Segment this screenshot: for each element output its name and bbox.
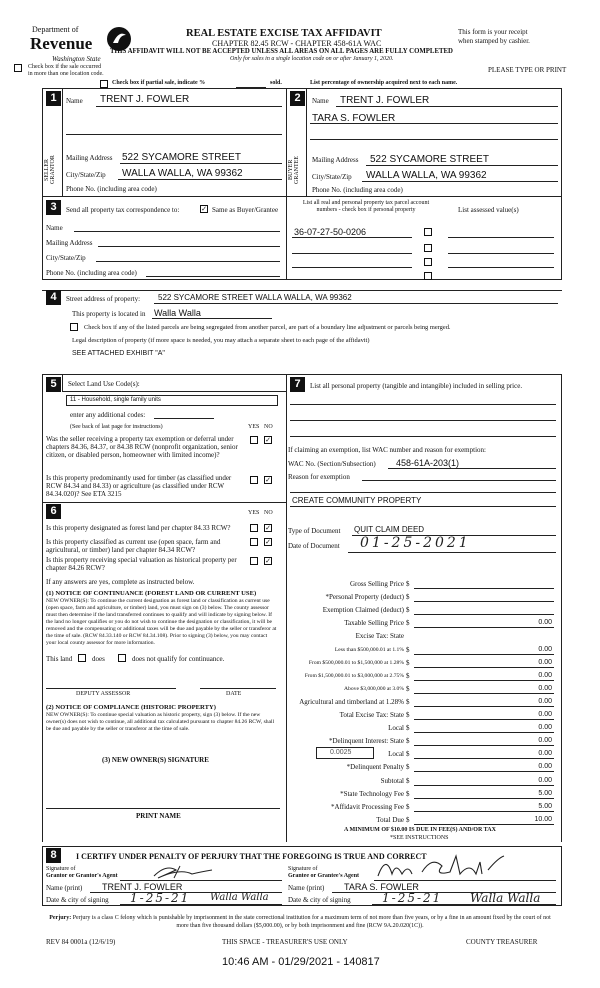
dept-line1: Department of — [32, 25, 79, 34]
dollar-sign: $ — [406, 802, 410, 811]
calc-row-label: Excise Tax: State — [355, 632, 404, 641]
buyer-name2[interactable]: TARA S. FOWLER — [312, 113, 396, 124]
section-7-number: 7 — [290, 377, 305, 392]
buyer-mailing[interactable]: 522 SYCAMORE STREET — [370, 154, 489, 165]
partial-sale-label: Check box if partial sale, indicate % — [112, 80, 206, 86]
grantor-date-label: Date & city of signing — [46, 896, 109, 904]
dollar-sign: $ — [406, 697, 410, 706]
form-use-note: Only for sales in a single location code on or after January 1, 2020. — [230, 56, 394, 62]
calc-row-label: Gross Selling Price — [349, 580, 404, 588]
grantor-sig-label2: Grantor or Grantor's Agent — [46, 873, 118, 879]
print-name-label: PRINT NAME — [136, 812, 181, 820]
calc-row-label: Total Excise Tax: State — [339, 711, 404, 719]
grantor-sig-label1: Signature of — [46, 866, 76, 872]
legal-description[interactable]: SEE ATTACHED EXHIBIT "A" — [72, 350, 165, 357]
deputy-assessor-label: DEPUTY ASSESSOR — [76, 691, 131, 697]
send-correspondence-label: Send all property tax correspondence to: — [66, 206, 180, 214]
dor-logo — [30, 22, 140, 70]
segregated-label: Check box if any of the listed parcels are being segregated from another parcel, are part of a boundary line adjustment or parcels being merged. — [84, 324, 451, 331]
exemption-reason[interactable]: CREATE COMMUNITY PROPERTY — [292, 496, 422, 505]
street-address[interactable]: 522 SYCAMORE STREET WALLA WALLA, WA 99362 — [158, 293, 352, 302]
form-warning: THIS AFFIDAVIT WILL NOT BE ACCEPTED UNLESS ALL AREAS ON ALL PAGES ARE FULLY COMPLETED — [110, 48, 453, 55]
seller-phone-label: Phone No. (including area code) — [66, 185, 157, 193]
grantor-city[interactable]: Walla Walla — [210, 892, 269, 903]
parcel-personal-checkbox-1[interactable] — [424, 228, 432, 236]
seller-name[interactable]: TRENT J. FOWLER — [100, 94, 190, 105]
calc-row-value[interactable]: 0.00 — [538, 724, 552, 732]
calc-row-label: *Affidavit Processing Fee — [331, 802, 404, 811]
receipt-note1: This form is your receipt — [458, 28, 528, 36]
personal-property-label: List all personal property (tangible and intangible) included in selling price. — [310, 382, 523, 390]
grantor-date[interactable]: 1-25-21 — [130, 891, 191, 905]
legal-description-label: Legal description of property (if more space is needed, you may attach a separate sheet to each page of the affidavit) — [72, 337, 370, 344]
dollar-sign: $ — [406, 593, 410, 602]
minimum-due-note: A MINIMUM OF $10.00 IS DUE IN FEE(S) AND/OR TAX — [344, 827, 496, 833]
calc-row-value[interactable]: 0.00 — [538, 763, 552, 771]
calc-row-value[interactable]: 0.00 — [538, 697, 552, 705]
same-as-buyer-label: Same as Buyer/Grantee — [212, 206, 279, 214]
treasurer-stamp: 10:46 AM - 01/29/2021 - 140817 — [222, 956, 380, 968]
receipt-note2: when stamped by cashier. — [458, 37, 530, 45]
section-3-number: 3 — [46, 200, 61, 215]
seller-mailing[interactable]: 522 SYCAMORE STREET — [122, 152, 241, 163]
street-address-label: Street address of property: — [66, 295, 141, 303]
sec5-yes: YES — [248, 424, 260, 430]
multi-location-label2: in more than one location code. — [28, 71, 104, 77]
calc-row-label: Above $3,000,000 at 3.0% — [344, 685, 404, 692]
dollar-sign: $ — [406, 789, 410, 798]
form-revision: REV 84 0001a (12/6/19) — [46, 938, 116, 946]
located-label: This property is located in — [72, 310, 146, 318]
buyer-name-label: Name — [312, 97, 329, 105]
parcel-header: List all real and personal property tax parcel account numbers - check box if personal property — [302, 200, 430, 213]
dollar-sign: $ — [406, 815, 410, 824]
perjury-statement — [46, 914, 554, 930]
calc-row-value[interactable]: 0.00 — [538, 658, 552, 666]
calc-row-value[interactable]: 0.00 — [538, 737, 552, 745]
calc-row-label: *Personal Property (deduct) — [325, 593, 404, 602]
dollar-sign: $ — [406, 724, 410, 733]
sec3-phone-label: Phone No. (including area code) — [46, 269, 137, 277]
calc-row-label: Local — [388, 724, 404, 733]
grantee-sig-label2: Grantee or Grantee's Agent — [288, 873, 360, 879]
sec6-no: NO — [264, 510, 273, 516]
reason-label: Reason for exemption — [288, 473, 350, 481]
sec5-no: NO — [264, 424, 273, 430]
parcel-personal-checkbox-2[interactable] — [424, 244, 432, 252]
grantor-signature[interactable] — [150, 860, 220, 882]
calc-row-value[interactable]: 0.00 — [538, 750, 552, 758]
section-5-number: 5 — [46, 377, 61, 392]
county-treasurer-label: COUNTY TREASURER — [466, 938, 538, 946]
calc-row-value[interactable]: 0.00 — [538, 776, 552, 784]
parcel-number[interactable]: 36-07-27-50-0206 — [294, 227, 367, 237]
calc-row-label: Agricultural and timberland at 1.28% — [299, 697, 404, 706]
calc-row-value[interactable]: 0.00 — [538, 671, 552, 679]
buyer-city-label: City/State/Zip — [312, 173, 352, 181]
additional-codes-label: enter any additional codes: — [70, 411, 146, 419]
sec5-q1: Was the seller receiving a property tax exemption or deferral under chapters 84.36, 84.37, or 84.38 RCW (nonprofit organization, senior citizen, or disabled person, homeowner with limited income)? — [46, 435, 238, 459]
sec6-q2: Is this property classified as current use (open space, farm and agricultural, or timber) land per chapter 84.34 RCW? — [46, 538, 221, 554]
grantee-date[interactable]: 1-25-21 — [382, 891, 443, 905]
land-use-label: Select Land Use Code(s): — [68, 380, 140, 388]
notice1-title: (1) NOTICE OF CONTINUANCE (FOREST LAND OR CURRENT USE) — [46, 590, 257, 597]
sec6-q3-yes[interactable] — [250, 557, 258, 565]
calc-row-value[interactable]: 0.00 — [538, 619, 552, 627]
calc-row-label: Taxable Selling Price — [344, 619, 404, 628]
seller-city-label: City/State/Zip — [66, 171, 106, 179]
notice2-title: (2) NOTICE OF COMPLIANCE (HISTORIC PROPERTY) — [46, 704, 216, 711]
perjury-text: Perjury is a class C felony which is punishable by imprisonment in the state correctional institution for a maximum term of not more than five years, or by a fine in an amount fixed by the court of not more than five thousand dollars ($5,000.00), or by both imprisonment and fine (RCW 9A.20.020(1C)). — [72, 915, 551, 929]
seller-mailing-label: Mailing Address — [66, 154, 113, 162]
calc-row-value[interactable]: 0.00 — [538, 645, 552, 653]
seller-city[interactable]: WALLA WALLA, WA 99362 — [122, 168, 243, 179]
sec6-q2-no[interactable]: ✓ — [265, 538, 271, 546]
buyer-phone-label: Phone No. (including area code) — [312, 186, 403, 194]
buyer-city[interactable]: WALLA WALLA, WA 99362 — [366, 170, 487, 181]
sec5-q2: Is this property predominantly used for timber (as classified under RCW 84.34 and 84.33) or agriculture (as classified under RCW 84.34.020)? See ETA 3215 — [46, 474, 232, 498]
section-1-number: 1 — [46, 91, 61, 106]
date-label: DATE — [226, 691, 242, 697]
land-use-value: 11 - Household, single family units — [70, 397, 161, 403]
exemption-label: If claiming an exemption, list WAC number and reason for exemption: — [288, 446, 486, 454]
section-4-number: 4 — [46, 290, 61, 305]
dollar-sign: $ — [406, 737, 410, 746]
sec6-q3: Is this property receiving special valuation as historical property per chapter 84.26 RCW? — [46, 556, 237, 572]
ownership-note: List percentage of ownership acquired next to each name. — [310, 80, 458, 86]
calc-row-label: *Delinquent Penalty — [346, 763, 404, 772]
calc-row-label: Exemption Claimed (deduct) — [322, 606, 404, 615]
sec6-q3-no[interactable]: ✓ — [265, 557, 271, 565]
land-does-label: does — [92, 655, 105, 663]
dollar-sign: $ — [406, 645, 410, 654]
calc-row-value[interactable]: 0.00 — [538, 684, 552, 692]
local-rate[interactable]: 0.0025 — [330, 749, 352, 756]
grantee-signature[interactable] — [372, 852, 522, 882]
dollar-sign: $ — [406, 619, 410, 628]
certify-statement: I CERTIFY UNDER PENALTY OF PERJURY THAT THE FOREGOING IS TRUE AND CORRECT — [76, 852, 427, 861]
section-8-number: 8 — [46, 848, 61, 863]
section-6-number: 6 — [46, 504, 61, 519]
land-does-not-label: does not qualify for continuance. — [132, 655, 225, 663]
land-does-not-checkbox[interactable] — [118, 654, 126, 662]
partial-sale-sold: sold. — [270, 80, 282, 86]
sec5-q2-no[interactable]: ✓ — [265, 476, 271, 484]
dollar-sign: $ — [406, 606, 410, 615]
new-owner-signature-label: (3) NEW OWNER(S) SIGNATURE — [102, 756, 209, 764]
this-land-label: This land — [46, 655, 73, 663]
calc-row-label: Total Due — [376, 815, 404, 824]
calc-row-label: Local — [388, 750, 404, 759]
grantee-name[interactable]: TARA S. FOWLER — [344, 882, 419, 892]
print-note: PLEASE TYPE OR PRINT — [488, 66, 567, 74]
land-does-checkbox[interactable] — [78, 654, 86, 662]
dollar-sign: $ — [406, 580, 410, 588]
treasurer-space-label: THIS SPACE - TREASURER'S USE ONLY — [222, 938, 348, 946]
multi-location-label1: Check box if the sale occurred — [28, 64, 102, 70]
dollar-sign: $ — [406, 763, 410, 772]
calc-row-value[interactable]: 5.00 — [538, 802, 552, 810]
calc-row-label: *State Technology Fee — [340, 789, 404, 798]
section-2-number: 2 — [290, 91, 305, 106]
sec3-city-label: City/State/Zip — [46, 254, 86, 262]
dollar-sign: $ — [406, 750, 410, 759]
buyer-mailing-label: Mailing Address — [312, 156, 359, 164]
form-title: REAL ESTATE EXCISE TAX AFFIDAVIT — [186, 28, 382, 39]
sec5-q1-yes[interactable] — [250, 436, 258, 444]
doc-type[interactable]: QUIT CLAIM DEED — [354, 525, 425, 534]
calc-row-label: *Delinquent Interest: State — [328, 737, 404, 746]
sec3-mailing-label: Mailing Address — [46, 239, 93, 247]
located-in[interactable]: Walla Walla — [154, 308, 201, 318]
parcel-personal-checkbox-3[interactable] — [424, 258, 432, 266]
dollar-sign: $ — [406, 684, 410, 693]
segregated-checkbox[interactable] — [70, 323, 78, 331]
wac-label: WAC No. (Section/Subsection) — [288, 460, 376, 468]
calc-row-label: Less than $500,000.01 at 1.1% — [334, 646, 404, 653]
partial-sale-checkbox[interactable] — [100, 80, 108, 88]
doc-type-label: Type of Document — [288, 527, 341, 535]
grantee-city[interactable]: Walla Walla — [470, 891, 541, 905]
sec5-q2-yes[interactable] — [250, 476, 258, 484]
dollar-sign: $ — [406, 711, 410, 719]
calc-row-label: From $1,500,000.01 to $3,000,000 at 2.75% — [304, 672, 404, 679]
dept-line3: Washington State — [52, 55, 101, 63]
sec5-q1-no[interactable]: ✓ — [265, 436, 271, 444]
calc-row-value[interactable]: 5.00 — [538, 789, 552, 797]
calc-row-label: From $500,000.01 to $1,500,000 at 1.28% — [308, 659, 404, 666]
buyer-name1[interactable]: TRENT J. FOWLER — [340, 95, 430, 106]
grantee-name-label: Name (print) — [288, 884, 325, 892]
calc-row-value[interactable]: 0.00 — [538, 711, 552, 718]
parcel-personal-checkbox-4[interactable] — [424, 272, 432, 280]
calc-row-value[interactable]: 10.00 — [534, 815, 552, 823]
sec6-any-yes: If any answers are yes, complete as instructed below. — [46, 578, 195, 586]
wac-number[interactable]: 458-61A-203(1) — [396, 458, 460, 468]
see-back-note: (See back of last page for instructions) — [70, 424, 163, 430]
seller-name-label: Name — [66, 97, 83, 105]
doc-date-label: Date of Document — [288, 542, 340, 550]
perjury-label: Perjury: — [49, 915, 72, 921]
sec3-name-label: Name — [46, 224, 63, 232]
dollar-sign: $ — [406, 776, 410, 785]
assessed-header: List assessed value(s) — [458, 206, 519, 214]
see-instructions: *SEE INSTRUCTIONS — [390, 835, 449, 841]
grantor-name[interactable]: TRENT J. FOWLER — [102, 882, 183, 892]
notice2-body: NEW OWNER(S): To continue special valuation as historic property, sign (3) below. If the new owner(s) does not wish to continue, all additional tax calculated pursuant to chapter 84.26 RCW, shall be due and payable by the seller or transferor at the time of sale. — [46, 712, 275, 732]
multi-location-checkbox[interactable] — [14, 64, 22, 72]
doc-date[interactable]: 01-25-2021 — [360, 535, 471, 551]
sec6-q1: Is this property designated as forest land per chapter 84.33 RCW? — [46, 524, 231, 532]
grantee-sig-label1: Signature of — [288, 866, 318, 872]
sec6-q1-yes[interactable] — [250, 524, 258, 532]
buyer-grantee-label: BUYER GRANTEE — [288, 156, 300, 184]
calc-row-label: Subtotal — [380, 776, 404, 785]
grantor-name-label: Name (print) — [46, 884, 83, 892]
grantee-date-label: Date & city of signing — [288, 896, 351, 904]
dollar-sign: $ — [406, 671, 410, 680]
dept-line2: Revenue — [30, 34, 93, 53]
seller-grantor-label: SELLER GRANTOR — [44, 155, 56, 185]
notice1-body: NEW OWNER(S): To continue the current designation as forest land or classification as current use (open space, farm and agriculture, or timber) land, you must sign on (3) below. The county assessor must then determine if the land transferred continues to qualify and will indicate by signing below. If the land no longer qualifies or you do not wish to continue the designation or classification, it will be removed and the compensating or additional taxes will be due and payable by the seller or transferor at the time of sale. (RCW 84.33.140 or RCW 84.34.108). Prior to signing (3) below, you may contact your local county assessor for more information. — [46, 598, 277, 646]
dollar-sign: $ — [406, 658, 410, 667]
form-chapter: CHAPTER 82.45 RCW - CHAPTER 458-61A WAC — [212, 39, 382, 48]
sec6-yes: YES — [248, 510, 260, 516]
same-as-buyer-checkbox[interactable]: ✓ — [201, 205, 207, 213]
sec6-q1-no[interactable]: ✓ — [265, 524, 271, 532]
sec6-q2-yes[interactable] — [250, 538, 258, 546]
